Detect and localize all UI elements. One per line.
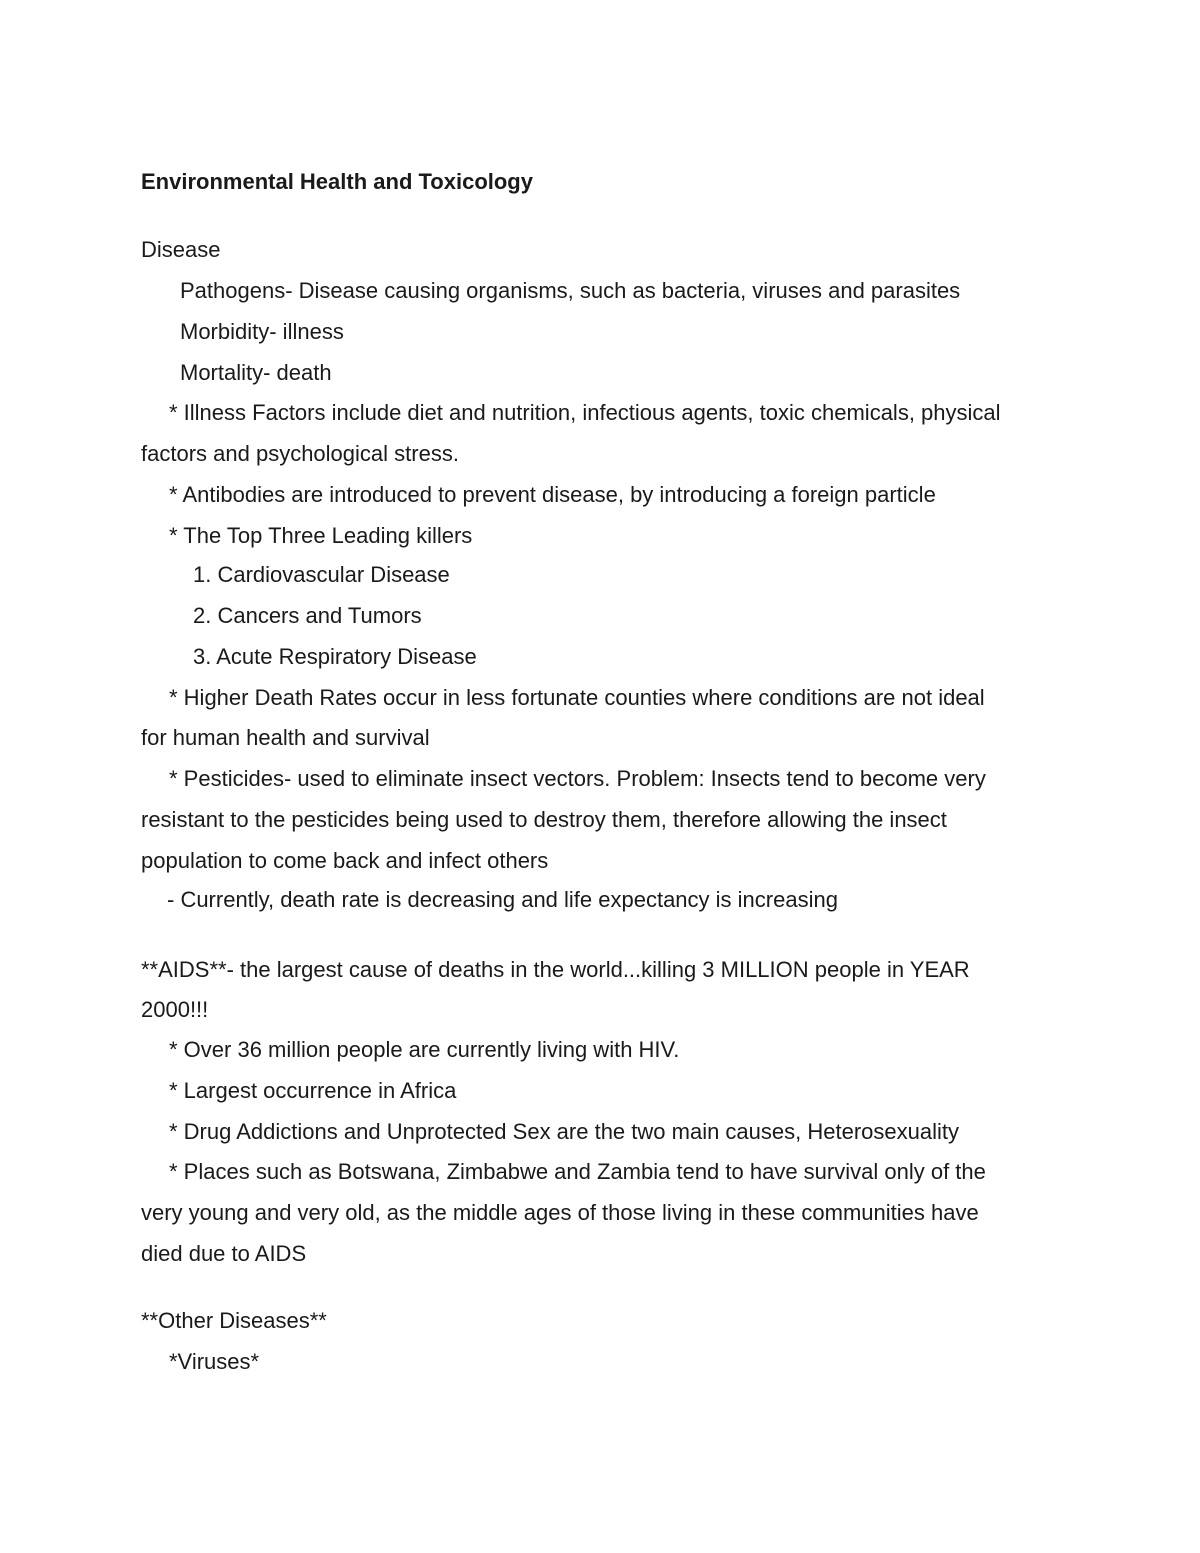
text-line: Pathogens- Disease causing organisms, such as bacteria, viruses and parasites bbox=[180, 278, 961, 303]
list-item: 3. Acute Respiratory Disease bbox=[193, 644, 477, 669]
text-line: * Over 36 million people are currently living with HIV. bbox=[169, 1037, 680, 1062]
text-line: *Viruses* bbox=[169, 1349, 260, 1374]
list-item: 1. Cardiovascular Disease bbox=[193, 562, 450, 587]
document-title: Environmental Health and Toxicology bbox=[141, 169, 533, 194]
text-line: * Higher Death Rates occur in less fortunate counties where conditions are not ideal bbox=[169, 685, 985, 710]
text-line: * Places such as Botswana, Zimbabwe and Zambia tend to have survival only of the bbox=[169, 1159, 986, 1184]
text-line: 2000!!! bbox=[141, 997, 209, 1022]
text-line: * Illness Factors include diet and nutrition, infectious agents, toxic chemicals, physical bbox=[169, 400, 1001, 425]
text-line: factors and psychological stress. bbox=[141, 441, 459, 466]
text-line: very young and very old, as the middle ages of those living in these communities have bbox=[141, 1200, 979, 1225]
text-line: * Pesticides- used to eliminate insect vectors. Problem: Insects tend to become very bbox=[169, 766, 986, 791]
text-line: population to come back and infect others bbox=[141, 848, 549, 873]
list-item: 2. Cancers and Tumors bbox=[193, 603, 422, 628]
text-line: for human health and survival bbox=[141, 725, 430, 750]
text-line: died due to AIDS bbox=[141, 1241, 307, 1266]
heading-disease: Disease bbox=[141, 237, 221, 262]
text-line: - Currently, death rate is decreasing and life expectancy is increasing bbox=[167, 887, 838, 912]
text-line: resistant to the pesticides being used to destroy them, therefore allowing the insect bbox=[141, 807, 947, 832]
text-line: * Largest occurrence in Africa bbox=[169, 1078, 457, 1103]
text-line: * Antibodies are introduced to prevent disease, by introducing a foreign particle bbox=[169, 482, 936, 507]
text-line: Morbidity- illness bbox=[180, 319, 344, 344]
text-line: * Drug Addictions and Unprotected Sex are the two main causes, Heterosexuality bbox=[169, 1119, 959, 1144]
text-line: **Other Diseases** bbox=[141, 1308, 327, 1333]
text-line: **AIDS**- the largest cause of deaths in the world...killing 3 MILLION people in YEAR bbox=[141, 957, 970, 982]
text-line: * The Top Three Leading killers bbox=[169, 523, 473, 548]
text-line: Mortality- death bbox=[180, 360, 332, 385]
